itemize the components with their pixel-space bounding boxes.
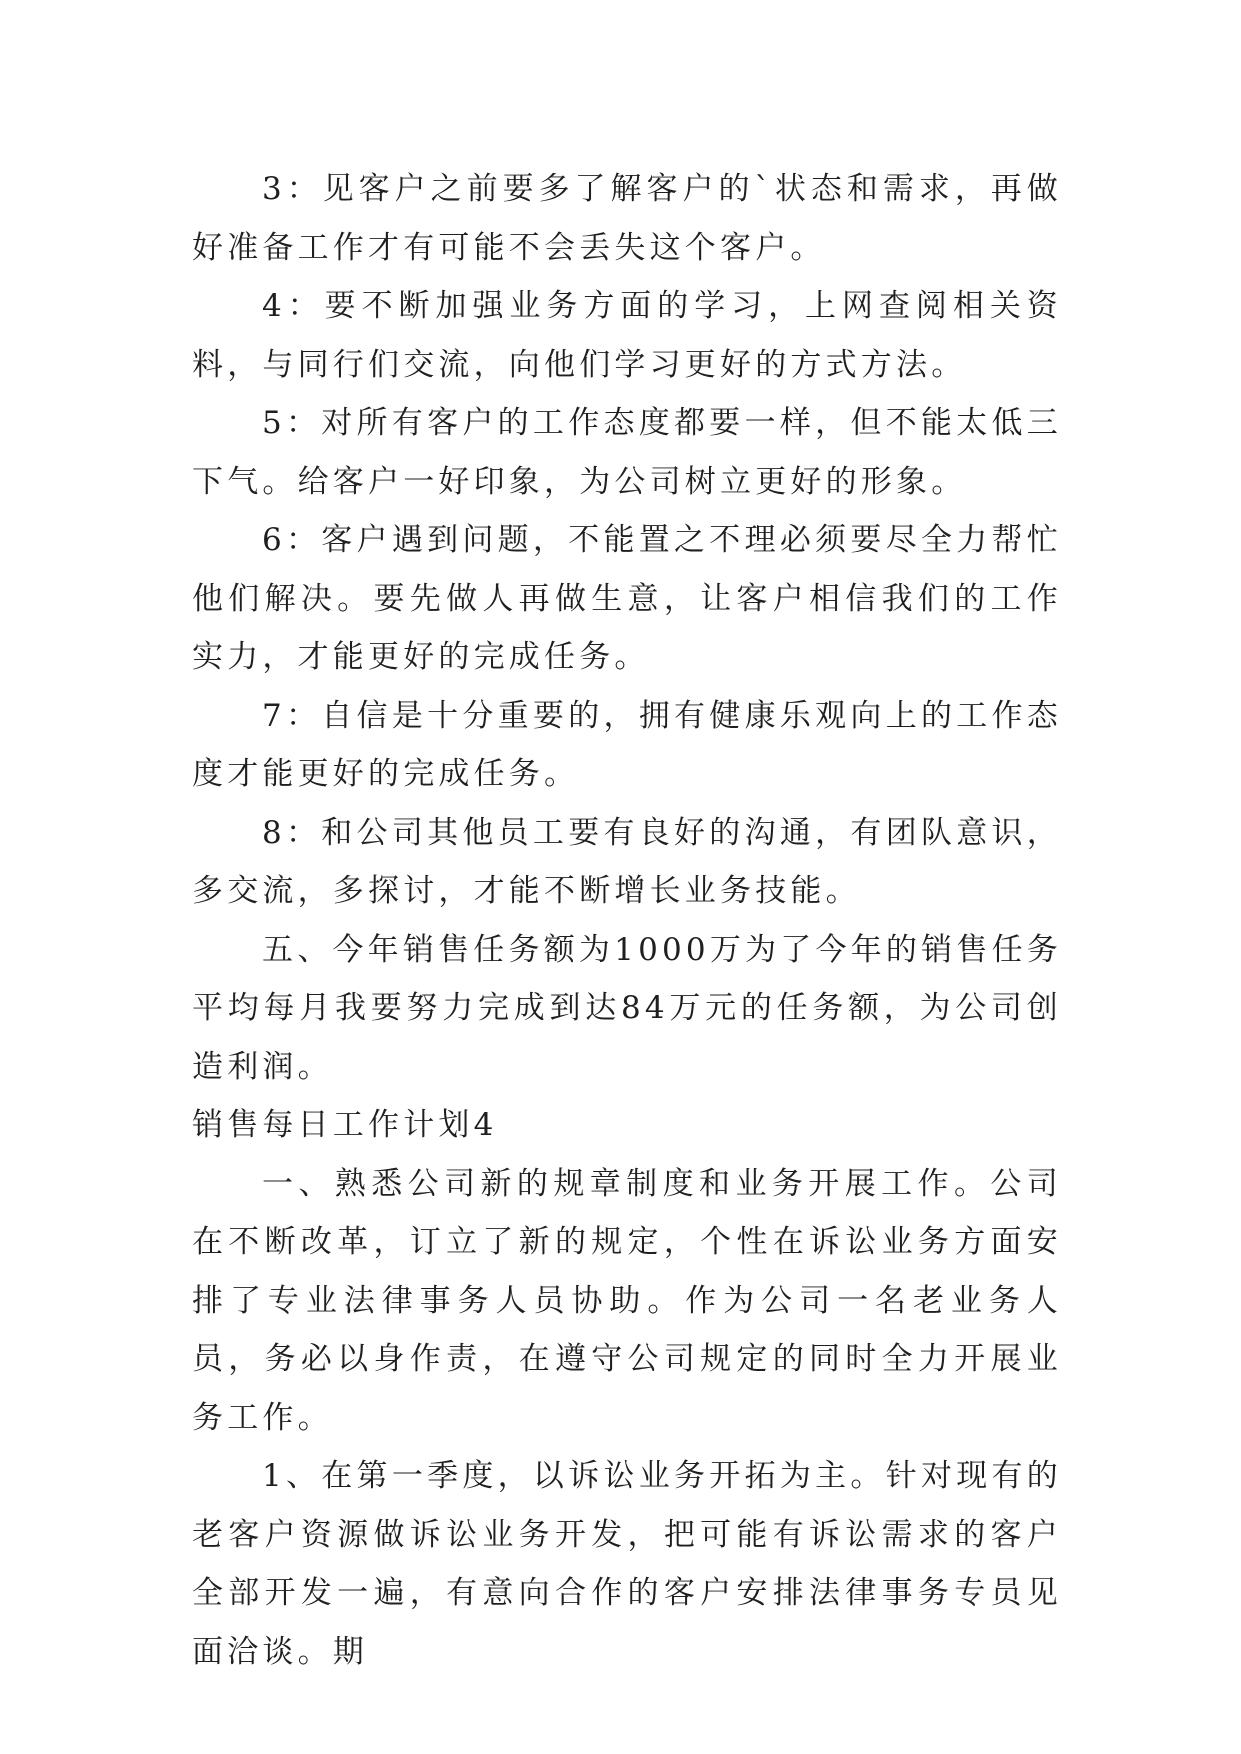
paragraph-section-one: 一、熟悉公司新的规章制度和业务开展工作。公司在不断改革，订立了新的规定，个性在诉讼业务方面安排了专业法律事务人员协助。作为公司一名老业务人员，务必以身作责，在遵守公司规定的同时全力开展业务工作。 (192, 1165, 1062, 1436)
paragraph-item-7: 7：自信是十分重要的，拥有健康乐观向上的工作态度才能更好的完成任务。 (192, 697, 1062, 792)
paragraph-item-5: 5：对所有客户的工作态度都要一样，但不能太低三下气。给客户一好印象，为公司树立更好的形象。 (192, 405, 1062, 500)
paragraph-sales-target: 五、今年销售任务额为1000万为了今年的销售任务平均每月我要努力完成到达84万元的任务额，为公司创造利润。 (192, 931, 1062, 1085)
paragraph-first-quarter: 1、在第一季度，以诉讼业务开拓为主。针对现有的老客户资源做诉讼业务开发，把可能有诉讼需求的客户全部开发一遍，有意向合作的客户安排法律事务专员见面洽谈。期 (192, 1458, 1062, 1670)
paragraph-item-6: 6：客户遇到问题，不能置之不理必须要尽全力帮忙他们解决。要先做人再做生意，让客户相信我们的工作实力，才能更好的完成任务。 (192, 522, 1062, 675)
paragraph-item-4: 4：要不断加强业务方面的学习，上网查阅相关资料，与同行们交流，向他们学习更好的方式方法。 (192, 288, 1062, 383)
document-body (192, 160, 1062, 1681)
paragraph-item-3: 3：见客户之前要多了解客户的`状态和需求，再做好准备工作才有可能不会丢失这个客户。 (192, 171, 1062, 266)
paragraph-item-8: 8：和公司其他员工要有良好的沟通，有团队意识，多交流，多探讨，才能不断增长业务技能。 (192, 814, 1062, 909)
section-heading: 销售每日工作计划4 (192, 1107, 498, 1143)
